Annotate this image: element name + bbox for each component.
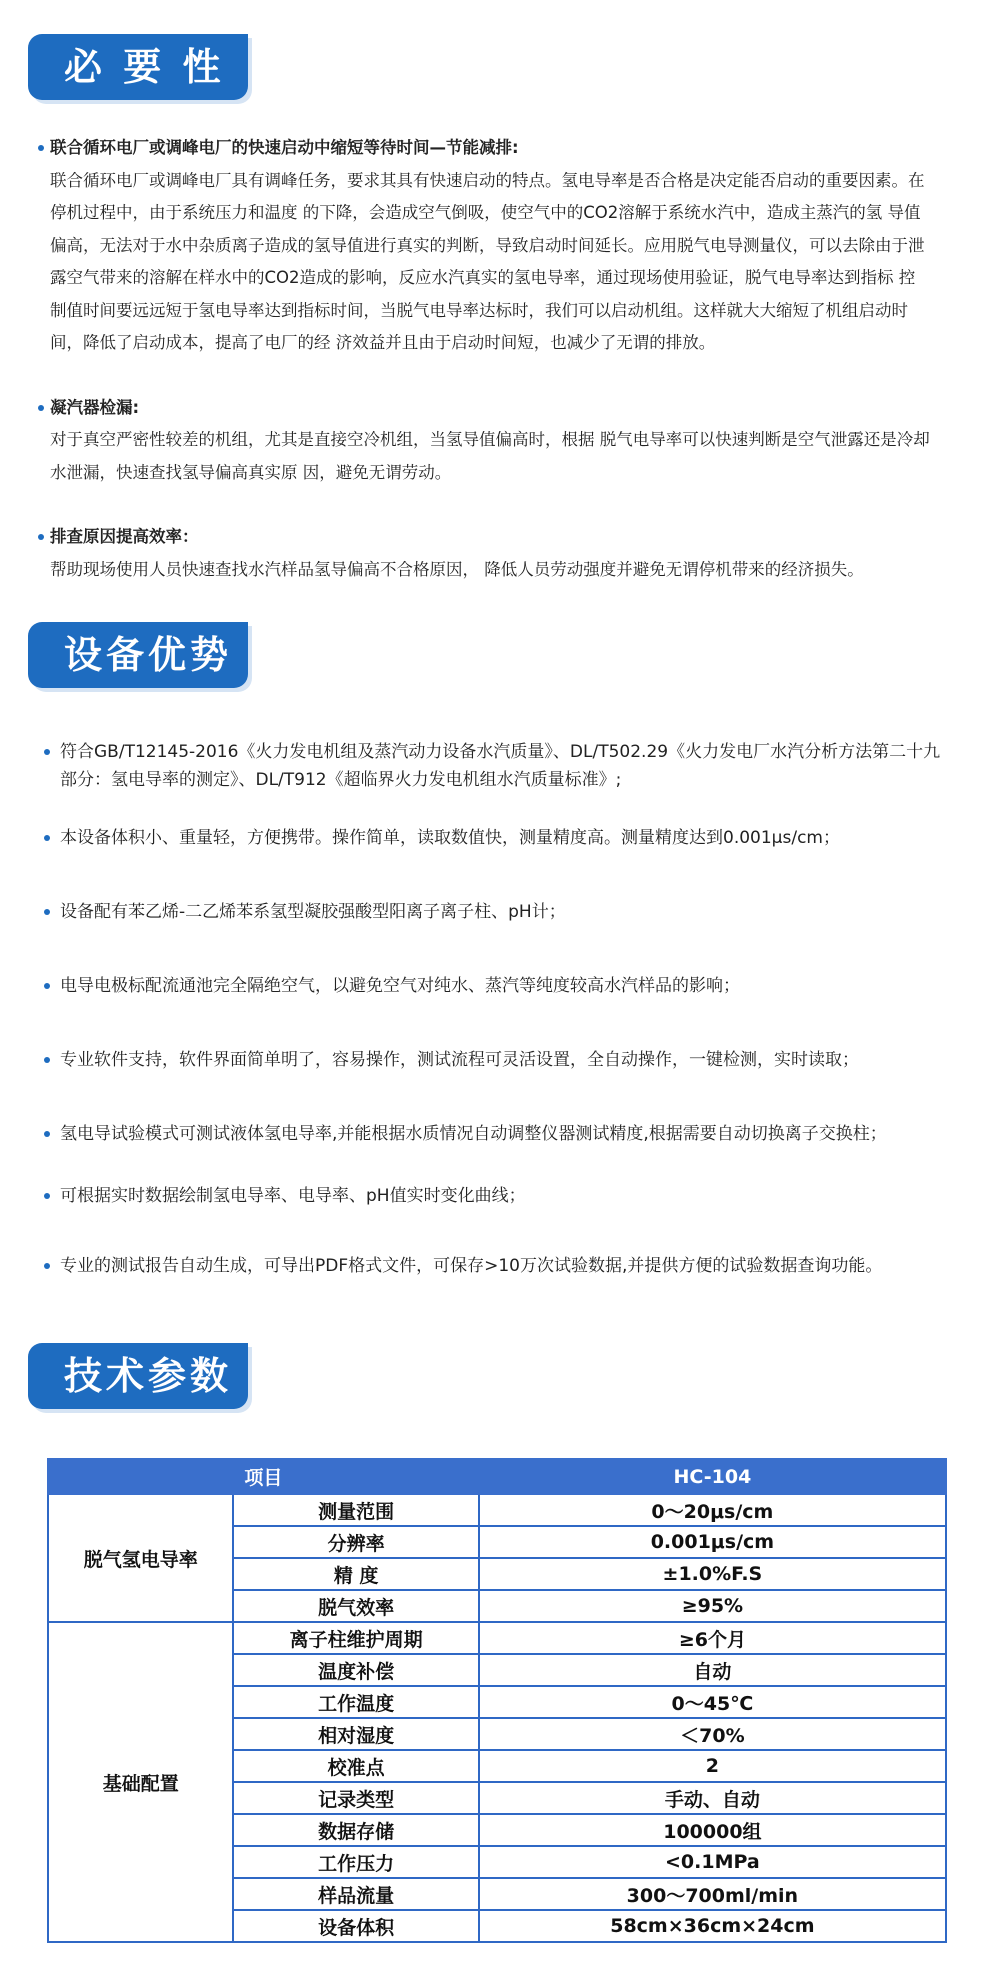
- table-row: [48, 1494, 946, 1526]
- param-name: 精 度: [233, 1558, 478, 1590]
- necessity-item-body: 帮助现场使用人员快速查找水汽样品氢导偏高不合格原因， 降低人员劳动强度并避免无谓停机带来的经济损失。: [50, 559, 864, 579]
- table-header-row: [48, 1459, 946, 1494]
- param-value: 0～45℃: [479, 1686, 946, 1718]
- spec-table: [47, 1458, 947, 1943]
- param-name: 样品流量: [233, 1878, 478, 1910]
- bullet-icon: [38, 145, 44, 151]
- param-value: 300～700ml/min: [479, 1878, 946, 1910]
- necessity-section: [50, 132, 930, 618]
- param-name: 记录类型: [233, 1782, 478, 1814]
- param-value: 自动: [479, 1654, 946, 1686]
- advantage-item: 可根据实时数据绘制氢电导率、电导率、pH值实时变化曲线；: [44, 1182, 944, 1210]
- bullet-icon: [44, 1263, 50, 1269]
- param-name: 校准点: [233, 1750, 478, 1782]
- bullet-icon: [44, 835, 50, 841]
- group-name: 基础配置: [48, 1622, 233, 1942]
- param-value: ≥95%: [479, 1590, 946, 1622]
- section-title-advantages: 设备优势: [28, 622, 248, 688]
- table-row: [48, 1622, 946, 1654]
- bullet-icon: [44, 1057, 50, 1063]
- advantage-item: 电导电极标配流通池完全隔绝空气，以避免空气对纯水、蒸汽等纯度较高水汽样品的影响；: [44, 972, 944, 1000]
- necessity-item-body: 联合循环电厂或调峰电厂具有调峰任务，要求其具有快速启动的特点。氢电导率是否合格是决定能否启动的重要因素。在停机过程中，由于系统压力和温度 的下降，会造成空气倒吸，使空气中的CO2溶解于系统水汽中，造成主蒸汽的氢 导值偏高，无法对于水中杂质离子造成的氢导值进行真实的判断，导致启动时间延长。应用脱气电导测量仪，可以去除由于泄露空气带来的溶解在样水中的CO2造成的影响，反应水汽真实的氢电导率，通过现场使用验证，脱气电导率达到指标 控制值时间要远远短于氢电导率达到指标时间，当脱气电导率达标时，我们可以启动机组。这样就大大缩短了机组启动时间，降低了启动成本，提高了电厂的经 济效益并且由于启动时间短，也减少了无谓的排放。: [50, 170, 925, 352]
- advantage-item: 设备配有苯乙烯-二乙烯苯系氢型凝胶强酸型阳离子离子柱、pH计；: [44, 898, 944, 926]
- param-value: 手动、自动: [479, 1782, 946, 1814]
- param-name: 分辨率: [233, 1526, 478, 1558]
- param-name: 温度补偿: [233, 1654, 478, 1686]
- param-value: 100000组: [479, 1814, 946, 1846]
- necessity-item-body: 对于真空严密性较差的机组，尤其是直接空冷机组，当氢导值偏高时，根据 脱气电导率可以快速判断是空气泄露还是冷却水泄漏，快速查找氢导偏高真实原 因，避免无谓劳动。: [50, 430, 930, 482]
- param-name: 设备体积: [233, 1910, 478, 1942]
- necessity-item-head: 排查原因提高效率：: [50, 527, 199, 546]
- param-value: ±1.0%F.S: [479, 1558, 946, 1590]
- param-name: 相对湿度: [233, 1718, 478, 1750]
- bullet-icon: [38, 405, 44, 411]
- advantage-item: 专业软件支持，软件界面简单明了，容易操作，测试流程可灵活设置，全自动操作，一键检测，实时读取；: [44, 1046, 944, 1074]
- necessity-item-head: 凝汽器检漏:: [50, 397, 140, 417]
- necessity-item: [50, 521, 930, 586]
- param-name: 工作温度: [233, 1686, 478, 1718]
- bullet-icon: [44, 909, 50, 915]
- param-value: ＜70%: [479, 1718, 946, 1750]
- param-value: 0～20μs/cm: [479, 1494, 946, 1526]
- param-value: 2: [479, 1750, 946, 1782]
- advantage-item: 专业的测试报告自动生成，可导出PDF格式文件，可保存>10万次试验数据,并提供方便的试验数据查询功能。: [44, 1252, 944, 1280]
- param-value: ≥6个月: [479, 1622, 946, 1654]
- bullet-icon: [44, 1193, 50, 1199]
- necessity-item-head: 联合循环电厂或调峰电厂的快速启动中缩短等待时间—节能减排:: [50, 138, 519, 157]
- param-name: 数据存储: [233, 1814, 478, 1846]
- bullet-icon: [44, 1131, 50, 1137]
- header-model: HC-104: [479, 1459, 946, 1494]
- group-name: 脱气氢电导率: [48, 1494, 233, 1622]
- advantage-item: 符合GB/T12145-2016《火力发电机组及蒸汽动力设备水汽质量》、DL/T502.29《火力发电厂水汽分析方法第二十九部分：氢电导率的测定》、DL/T912《超临界火力发电机组水汽质量标准》;: [44, 738, 944, 794]
- param-name: 脱气效率: [233, 1590, 478, 1622]
- header-item: 项目: [48, 1459, 479, 1494]
- advantage-item: 本设备体积小、重量轻，方便携带。操作简单，读取数值快，测量精度高。测量精度达到0.001μs/cm；: [44, 824, 944, 852]
- param-name: 工作压力: [233, 1846, 478, 1878]
- advantage-item: 氢电导试验模式可测试液体氢电导率,并能根据水质情况自动调整仪器测试精度,根据需要自动切换离子交换柱；: [44, 1120, 944, 1148]
- section-title-necessity: 必 要 性: [28, 34, 248, 100]
- advantages-section: [44, 738, 944, 1280]
- necessity-item: [50, 392, 930, 490]
- bullet-icon: [44, 749, 50, 755]
- param-name: 离子柱维护周期: [233, 1622, 478, 1654]
- necessity-item: [50, 132, 930, 360]
- param-value: 0.001μs/cm: [479, 1526, 946, 1558]
- bullet-icon: [38, 534, 44, 540]
- param-value: 58cm×36cm×24cm: [479, 1910, 946, 1942]
- param-value: <0.1MPa: [479, 1846, 946, 1878]
- bullet-icon: [44, 983, 50, 989]
- section-title-params: 技术参数: [28, 1343, 248, 1409]
- param-name: 测量范围: [233, 1494, 478, 1526]
